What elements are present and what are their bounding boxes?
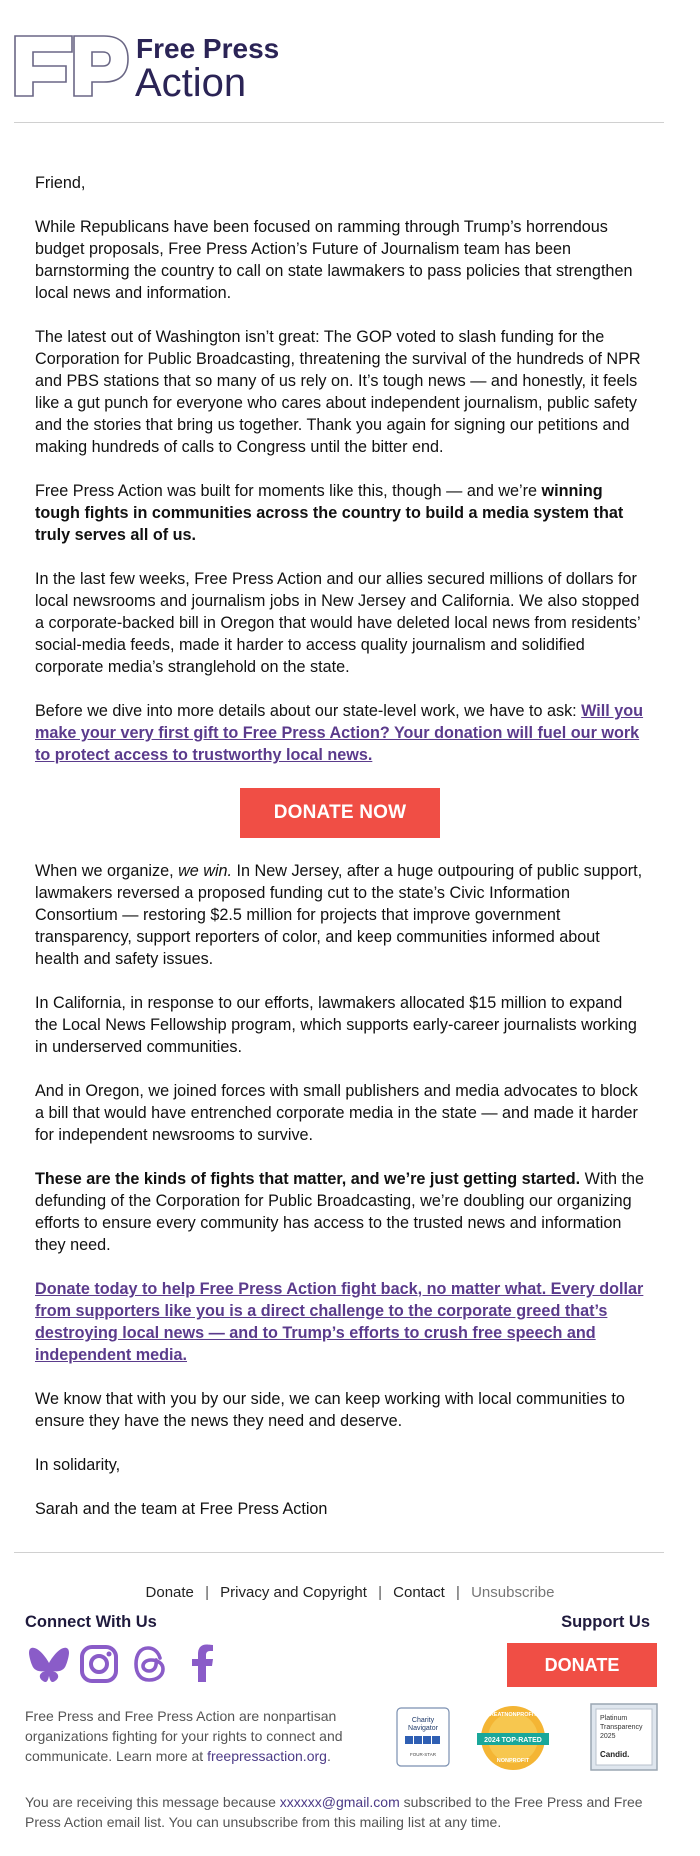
paragraph-2: The latest out of Washington isn’t great: The GOP voted to slash funding for the Corporation for Public Broadcasting, threatening the survival of the hundreds of NPR and PBS stations that so many of us rely on. It’s tough news — and honestly, it feels like a gut punch for everyone who cares about independent journalism, public safety and the stories that bring us together. Thank you again for signing our petitions and making hundreds of calls to Congress until the bitter end. <box>35 328 641 456</box>
footer-links <box>0 1584 700 1601</box>
paragraph-8: And in Oregon, we joined forces with small publishers and media advocates to block a bill that would have entrenched corporate media in the state — and made it harder for independent newsrooms to survive. <box>35 1082 638 1144</box>
instagram-icon[interactable] <box>77 1642 121 1686</box>
paragraph-7: In California, in response to our efforts, lawmakers allocated $15 million to expand the Local News Fellowship program, which supports early-career journalists working in underserved communities. <box>35 994 637 1056</box>
footer-separator: | <box>456 1584 460 1601</box>
candid-transparency-badge[interactable] <box>591 1704 657 1770</box>
bluesky-icon[interactable] <box>27 1642 71 1686</box>
connect-with-us-heading: Connect With Us <box>25 1613 157 1631</box>
legal-text-a: You are receiving this message because <box>25 1794 280 1810</box>
support-us-heading: Support Us <box>561 1613 650 1631</box>
signature: Sarah and the team at Free Press Action <box>35 1500 328 1518</box>
donate-now-container <box>35 788 645 838</box>
svg-text:Transparency: Transparency <box>600 1724 643 1731</box>
greeting: Friend, <box>35 174 86 192</box>
paragraph-3-bold: winning tough fights in communities across the country to build a media system that truly serves all of us. <box>35 482 624 544</box>
closing: In solidarity, <box>35 1456 121 1474</box>
svg-text:2025: 2025 <box>600 1733 616 1740</box>
footer-donate-button[interactable]: DONATE <box>507 1643 657 1687</box>
about-text: Free Press and Free Press Action are nonpartisan organizations fighting for your rights to connect and communicate. Learn more at <box>25 1708 343 1764</box>
donate-now-button[interactable]: DONATE NOW <box>240 788 440 838</box>
svg-text:Navigator: Navigator <box>408 1725 438 1732</box>
header-divider <box>14 122 664 123</box>
charity-navigator-badge[interactable] <box>397 1708 449 1766</box>
free-press-action-logo[interactable] <box>14 30 284 100</box>
footer-separator: | <box>378 1584 382 1601</box>
about-end: . <box>326 1748 331 1764</box>
great-nonprofits-badge[interactable] <box>477 1706 549 1770</box>
paragraph-6 <box>35 860 645 970</box>
paragraph-11: We know that with you by our side, we can keep working with local communities to ensure they have the news they need and deserve. <box>35 1390 625 1430</box>
paragraph-5 <box>35 700 645 766</box>
footer-link-unsubscribe[interactable]: Unsubscribe <box>471 1584 555 1601</box>
paragraph-10 <box>35 1278 645 1366</box>
svg-text:GREATNONPROFITS: GREATNONPROFITS <box>485 1712 541 1718</box>
paragraph-3-text: Free Press Action was built for moments like this, though — and we’re <box>35 482 542 500</box>
facebook-icon[interactable] <box>181 1642 225 1686</box>
paragraph-3 <box>35 480 645 546</box>
svg-text:Charity: Charity <box>411 1717 435 1724</box>
paragraph-1: While Republicans have been focused on ramming through Trump’s horrendous budget proposals, Free Press Action’s Future of Journalism team has been barnstorming the country to call on state lawmakers to pass policies that strengthen local news and information. <box>35 218 633 302</box>
footer-divider <box>14 1552 664 1553</box>
svg-text:Candid.: Candid. <box>600 1750 630 1759</box>
paragraph-6-rest: In New Jersey, after a huge outpouring of public support, lawmakers reversed a proposed funding cut to the state’s Civic Information Consortium — restoring $2.5 million for projects that improve government transparency, support reporters of color, and keep communities informed about health and safety issues. <box>35 862 643 968</box>
logo-name-line2: Action <box>135 61 247 100</box>
paragraph-6-emphasis: we win. <box>178 862 233 880</box>
paragraph-9-bold: These are the kinds of fights that matter, and we’re just getting started. <box>35 1170 581 1188</box>
trust-badges <box>395 1700 665 1780</box>
footer-link-donate[interactable]: Donate <box>145 1584 194 1601</box>
legal-text-b: subscribed to the Free Press and Free Press Action email list. You can unsubscribe from this mailing list at any time. <box>25 1794 643 1830</box>
svg-text:2024 TOP-RATED: 2024 TOP-RATED <box>484 1737 542 1744</box>
threads-icon[interactable] <box>129 1642 173 1686</box>
paragraph-6-lead: When we organize, <box>35 862 179 880</box>
website-link[interactable]: freepressaction.org <box>207 1748 327 1764</box>
svg-text:NONPROFIT: NONPROFIT <box>496 1758 530 1764</box>
svg-text:Platinum: Platinum <box>600 1715 628 1722</box>
paragraph-9-text: With the defunding of the Corporation for Public Broadcasting, we’re doubling our organizing efforts to ensure every community has access to the trusted news and information they need. <box>35 1170 644 1254</box>
subscription-notice <box>25 1792 665 1832</box>
paragraph-5-text: Before we dive into more details about our state-level work, we have to ask: <box>35 702 582 720</box>
footer-separator: | <box>205 1584 209 1601</box>
paragraph-4: In the last few weeks, Free Press Action and our allies secured millions of dollars for local newsrooms and journalism jobs in New Jersey and California. We also stopped a corporate-backed bill in Oregon that would have deleted local news from residents’ social-media feeds, made it harder to access quality journalism and solidified corporate media’s stranglehold on the state. <box>35 570 640 676</box>
first-gift-link[interactable]: Will you make your very first gift to Free Press Action? Your donation will fuel our work to protect access to trustworthy local news. <box>35 702 644 764</box>
fp-logo-mark-icon <box>15 36 128 96</box>
email-body <box>35 172 645 1542</box>
about-organization <box>25 1706 385 1766</box>
donate-today-link[interactable]: Donate today to help Free Press Action fight back, no matter what. Every dollar from supporters like you is a direct challenge to the corporate greed that’s destroying local news — and to Trump’s efforts to crush free speech and independent media. <box>35 1280 644 1364</box>
email-header <box>14 30 674 120</box>
footer-link-contact[interactable]: Contact <box>393 1584 445 1601</box>
footer-link-privacy[interactable]: Privacy and Copyright <box>220 1584 367 1601</box>
svg-text:FOUR-STAR: FOUR-STAR <box>410 1752 436 1757</box>
subscriber-email[interactable]: xxxxxx@gmail.com <box>279 1794 400 1810</box>
paragraph-9 <box>35 1168 645 1256</box>
logo-name-line1: Free Press <box>136 33 280 64</box>
